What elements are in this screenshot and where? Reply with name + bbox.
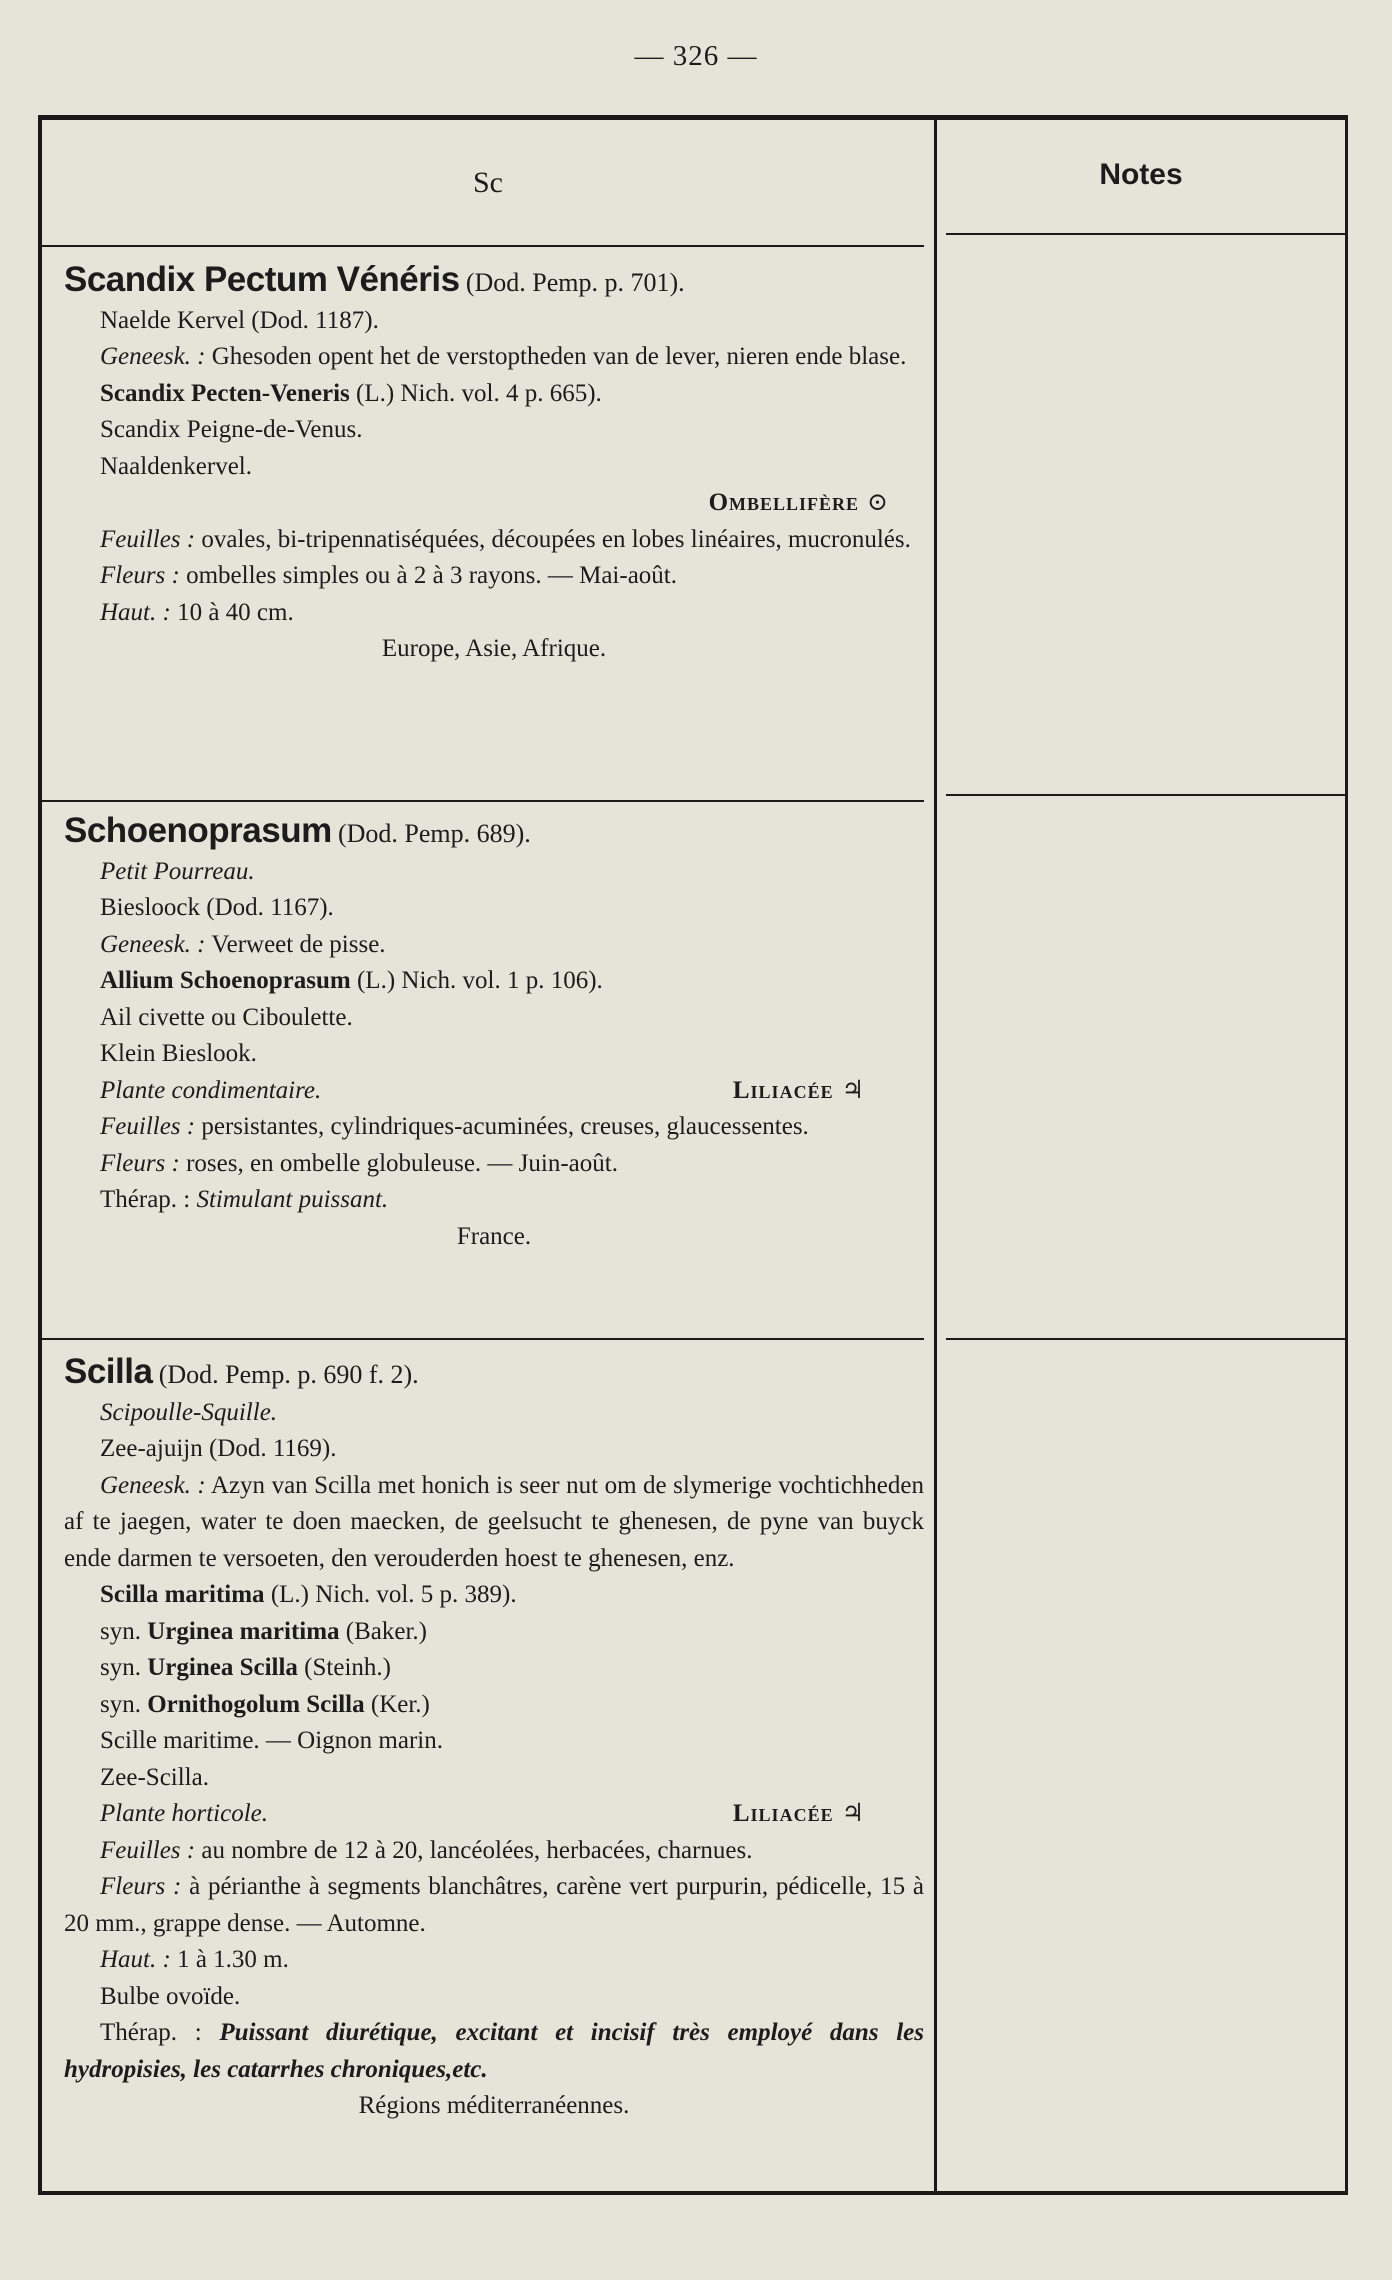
family-label: Liliacée xyxy=(732,1076,834,1104)
dutch-common-name: Naaldenkervel. xyxy=(100,452,253,480)
entry-scilla xyxy=(64,1354,924,2125)
feuilles-text: persistantes, cylindriques-acuminées, creuses, glaucessentes. xyxy=(201,1113,809,1140)
synonym-ref: (Steinh.) xyxy=(304,1654,391,1681)
french-old-name: Scipoulle-Squille. xyxy=(100,1398,278,1426)
entry-rule-2-right xyxy=(946,1338,1346,1340)
column-header-left: Sc xyxy=(473,166,503,199)
geneesk-text: Azyn van Scilla met honich is seer nut om de slymerige vochtichheden af te jaegen, water te doen maecken, de geelsucht te ghenesen, de pyne van buyck ende darmen te versoeten, den verouderden hoest te ghenesen, enz. xyxy=(64,1471,925,1572)
synonym-ref: (Ker.) xyxy=(370,1690,430,1718)
feuilles-text: au nombre de 12 à 20, lancéolées, herbacées, charnues. xyxy=(201,1836,753,1864)
syn-prefix: syn. xyxy=(100,1690,141,1718)
feuilles-label: Feuilles : xyxy=(100,1113,196,1140)
feuilles-text: ovales, bi-tripennatiséquées, découpées en lobes linéaires, mucronulés. xyxy=(201,525,911,553)
therap-text: Stimulant puissant. xyxy=(196,1186,389,1213)
fleurs-text: à périanthe à segments blanchâtres, carène vert purpurin, pédicelle, 15 à 20 mm., grappe dense. — Automne. xyxy=(64,1873,925,1937)
dutch-name: Naelde Kervel (Dod. 1187). xyxy=(100,306,379,334)
haut-text: 10 à 40 cm. xyxy=(177,598,294,626)
synonym-ref: (L.) Nich. vol. 4 p. 665). xyxy=(356,379,602,407)
column-divider xyxy=(934,120,937,2191)
synonym-ref: (Baker.) xyxy=(345,1617,428,1645)
fleurs-text: ombelles simples ou à 2 à 3 rayons. — Mai-août. xyxy=(186,562,677,589)
table-frame xyxy=(38,115,1348,2195)
haut-text: 1 à 1.30 m. xyxy=(177,1946,289,1973)
dutch-name: Biesloock (Dod. 1167). xyxy=(100,894,334,921)
entry-scandix xyxy=(64,262,924,668)
synonym-name: Urginea maritima xyxy=(147,1617,340,1645)
synonym-name: Urginea Scilla xyxy=(147,1654,298,1681)
perennial-symbol-icon: ♃ xyxy=(841,1076,864,1104)
entry-ref: (Dod. Pemp. 689). xyxy=(337,819,531,848)
annual-symbol-icon: ⊙ xyxy=(867,489,888,516)
synonym-name: Ornithogolum Scilla xyxy=(147,1690,365,1718)
dutch-common-name: Klein Bieslook. xyxy=(100,1040,257,1067)
haut-label: Haut. : xyxy=(100,1946,171,1973)
entry-ref: (Dod. Pemp. p. 701). xyxy=(465,268,685,297)
plant-use: Plante condimentaire. xyxy=(100,1076,322,1104)
therap-label: Thérap. : xyxy=(100,2019,202,2046)
geneesk-text: Verweet de pisse. xyxy=(211,930,386,958)
family-label: Liliacée xyxy=(732,1800,834,1827)
synonym-name: Allium Schoenoprasum xyxy=(100,967,351,994)
synonym-ref: (L.) Nich. vol. 1 p. 106). xyxy=(356,967,603,994)
haut-label: Haut. : xyxy=(100,598,171,626)
entry-rule-2-left xyxy=(42,1338,924,1340)
synonym-name: Scandix Pecten-Veneris xyxy=(100,379,350,407)
geneesk-text: Ghesoden opent het de verstoptheden van de lever, nieren ende blase. xyxy=(211,343,907,370)
synonym-name: Scilla maritima xyxy=(100,1581,265,1608)
entry-title: Scilla xyxy=(64,1352,153,1391)
region: France. xyxy=(456,1222,532,1250)
geneesk-label: Geneesk. : xyxy=(100,343,206,370)
header-rule-left xyxy=(42,245,924,247)
entry-rule-1-right xyxy=(946,794,1346,796)
syn-prefix: syn. xyxy=(100,1617,141,1645)
entry-rule-1-left xyxy=(42,800,924,802)
french-name: Scandix Peigne-de-Venus. xyxy=(100,416,363,443)
entry-ref: (Dod. Pemp. p. 690 f. 2). xyxy=(158,1360,419,1389)
therap-text: Puissant diurétique, excitant et incisif très employé dans les hydropisies, les catarrhes chroniques,etc. xyxy=(64,2019,925,2083)
perennial-symbol-icon: ♃ xyxy=(841,1800,864,1827)
geneesk-label: Geneesk. : xyxy=(100,930,206,958)
entry-title: Scandix Pectum Vénéris xyxy=(64,260,460,299)
region: Régions méditerranéennes. xyxy=(358,2092,630,2119)
geneesk-label: Geneesk. : xyxy=(100,1471,206,1499)
column-header-notes: Notes xyxy=(1099,158,1183,191)
plant-use: Plante horticole. xyxy=(100,1800,269,1827)
bulb-description: Bulbe ovoïde. xyxy=(100,1982,241,2010)
feuilles-label: Feuilles : xyxy=(100,1836,196,1864)
fleurs-label: Fleurs : xyxy=(100,1149,180,1177)
fleurs-label: Fleurs : xyxy=(100,562,180,589)
french-old-name: Petit Pourreau. xyxy=(100,857,255,885)
page-number: — 326 — xyxy=(634,40,758,72)
feuilles-label: Feuilles : xyxy=(100,525,196,553)
therap-label: Thérap. : xyxy=(100,1186,191,1213)
fleurs-label: Fleurs : xyxy=(100,1873,182,1900)
fleurs-text: roses, en ombelle globuleuse. — Juin-août. xyxy=(186,1149,618,1177)
dutch-common-name: Zee-Scilla. xyxy=(100,1763,209,1791)
synonym-ref: (L.) Nich. vol. 5 p. 389). xyxy=(270,1581,517,1608)
french-name: Scille maritime. — Oignon marin. xyxy=(100,1727,443,1754)
header-rule-right xyxy=(946,233,1346,235)
region: Europe, Asie, Afrique. xyxy=(381,635,607,662)
entry-title: Schoenoprasum xyxy=(64,811,332,850)
french-name: Ail civette ou Ciboulette. xyxy=(100,1003,353,1031)
entry-schoenoprasum xyxy=(64,813,924,1255)
family-label: Ombellifère xyxy=(708,489,860,516)
syn-prefix: syn. xyxy=(100,1654,141,1681)
dutch-name: Zee-ajuijn (Dod. 1169). xyxy=(100,1435,337,1462)
